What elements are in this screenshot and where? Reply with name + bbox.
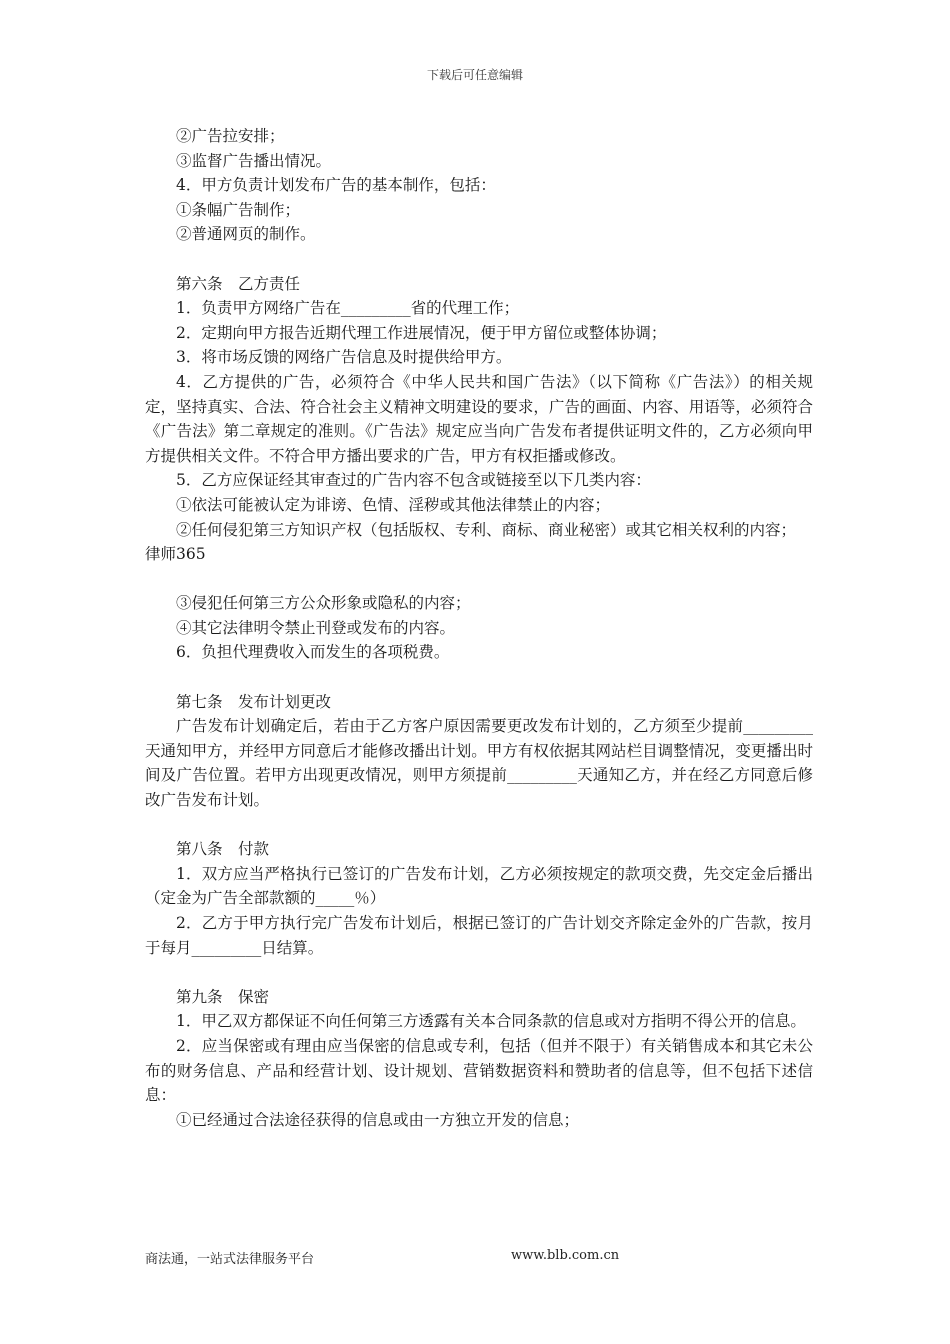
paragraph: 第七条 发布计划更改 bbox=[176, 692, 332, 711]
paragraph: 1．负责甲方网络广告在_________省的代理工作； bbox=[176, 299, 520, 318]
paragraph: 1．双方应当严格执行已签订的广告发布计划，乙方必须按规定的款项交费，先交定金后播出（定金为广告全部款额的_____％） bbox=[145, 864, 813, 908]
paragraph: 4．乙方提供的广告，必须符合《中华人民共和国广告法》（以下简称《广告法》）的相关规定，坚持真实、合法、符合社会主义精神文明建设的要求，广告的画面、内容、用语等，必须符合《广告法》第二章规定的准则。《广告法》规定应当向广告发布者提供证明文件的，乙方必须向甲方提供相关文件。不符合甲方播出要求的广告，甲方有权拒播或修改。 bbox=[145, 372, 813, 465]
paragraph: ②广告拉安排； bbox=[176, 127, 285, 145]
paragraph: 律师365 bbox=[145, 545, 206, 564]
paragraph: ③监督广告播出情况。 bbox=[176, 151, 332, 170]
paragraph-gap bbox=[145, 665, 813, 690]
paragraph: ①条幅广告制作； bbox=[176, 200, 301, 219]
paragraph: ③侵犯任何第三方公众形象或隐私的内容； bbox=[176, 594, 471, 613]
paragraph: 5．乙方应保证经其审查过的广告内容不包含或链接至以下几类内容： bbox=[176, 471, 651, 490]
paragraph: ②普通网页的制作。 bbox=[176, 225, 316, 244]
paragraph-gap bbox=[145, 247, 813, 272]
paragraph: ④其它法律明令禁止刊登或发布的内容。 bbox=[176, 618, 456, 637]
paragraph: 广告发布计划确定后，若由于乙方客户原因需要更改发布计划的，乙方须至少提前_________天通知甲方，并经甲方同意后才能修改播出计划。甲方有权依据其网站栏目调整情况，变更播出时间及广告位置。若甲方出现更改情况，则甲方须提前_________天通知乙方，并在经乙方同意后修改广告发布计划。 bbox=[145, 717, 813, 810]
paragraph: 1．甲乙双方都保证不向任何第三方透露有关本合同条款的信息或对方指明不得公开的信息。 bbox=[176, 1012, 806, 1031]
paragraph: ①已经通过合法途径获得的信息或由一方独立开发的信息； bbox=[176, 1110, 580, 1129]
paragraph-gap bbox=[145, 960, 813, 985]
paragraph: 第六条 乙方责任 bbox=[176, 274, 301, 293]
paragraph-gap bbox=[145, 813, 813, 838]
paragraph: 4．甲方负责计划发布广告的基本制作，包括： bbox=[176, 176, 496, 195]
footer-url: www.blb.com.cn bbox=[511, 1248, 620, 1263]
paragraph: 2．定期向甲方报告近期代理工作进展情况，便于甲方留位或整体协调； bbox=[176, 323, 667, 342]
paragraph: 6．负担代理费收入而发生的各项税费。 bbox=[176, 643, 450, 662]
paragraph: 2．乙方于甲方执行完广告发布计划后，根据已签订的广告计划交齐除定金外的广告款，按月于每月_________日结算。 bbox=[145, 914, 813, 957]
paragraph: 第九条 保密 bbox=[176, 987, 270, 1006]
footer-platform-name: 商法通，一站式法律服务平台 bbox=[145, 1252, 315, 1267]
paragraph-gap bbox=[145, 567, 813, 592]
paragraph: 3．将市场反馈的网络广告信息及时提供给甲方。 bbox=[176, 348, 512, 367]
paragraph: ①依法可能被认定为诽谤、色情、淫秽或其他法律禁止的内容； bbox=[176, 495, 611, 514]
document-body bbox=[145, 124, 813, 1132]
page-header: 下载后可任意编辑 bbox=[426, 68, 523, 82]
paragraph: 第八条 付款 bbox=[176, 840, 270, 859]
paragraph: ②任何侵犯第三方知识产权（包括版权、专利、商标、商业秘密）或其它相关权利的内容； bbox=[176, 520, 797, 539]
paragraph: 2．应当保密或有理由应当保密的信息或专利，包括（但并不限于）有关销售成本和其它未公布的财务信息、产品和经营计划、设计规划、营销数据资料和赞助者的信息等，但不包括下述信息： bbox=[145, 1036, 813, 1105]
